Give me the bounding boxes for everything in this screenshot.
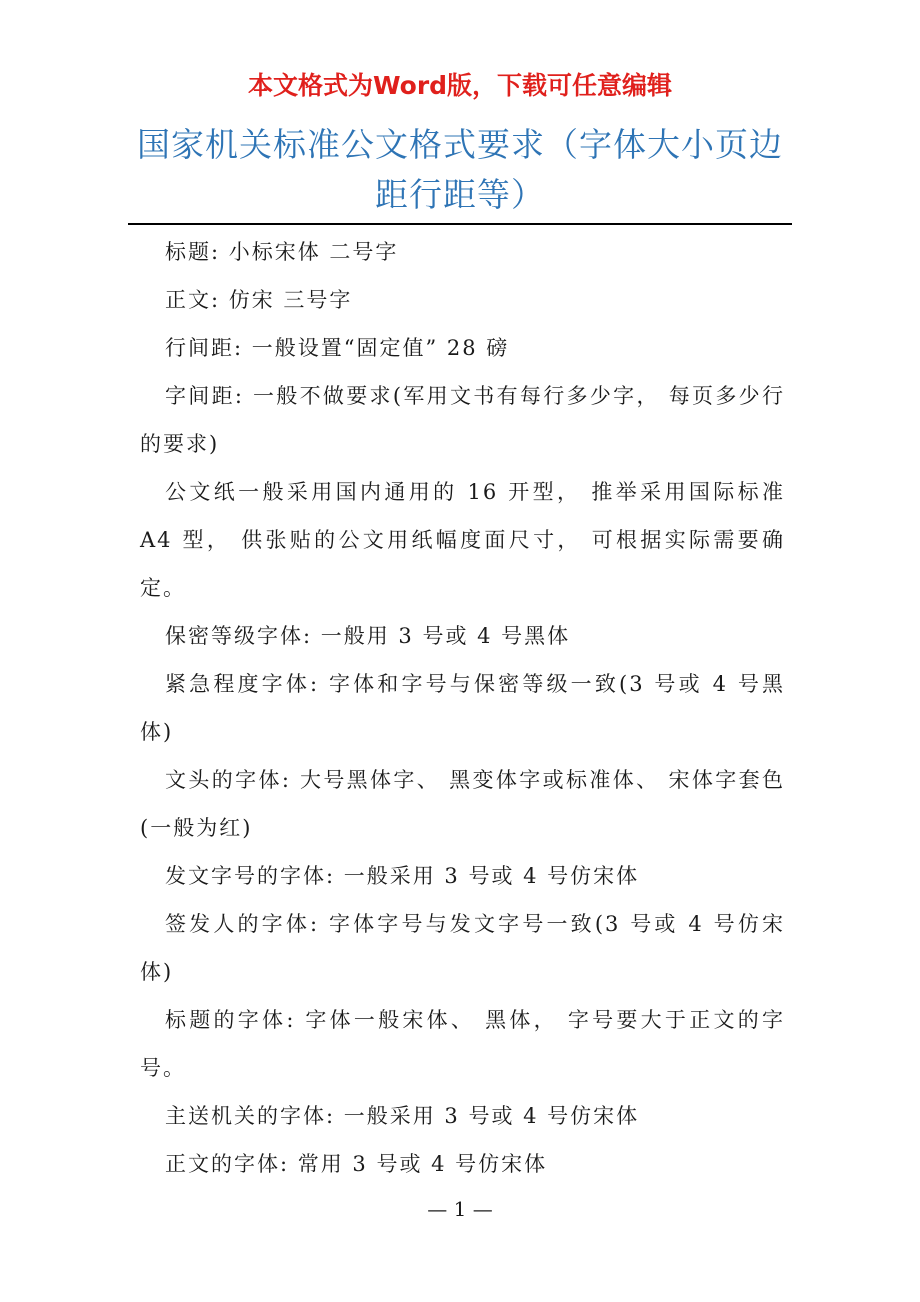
paragraph-doc-number-font: 发文字号的字体: 一般采用 3 号或 4 号仿宋体	[165, 864, 640, 888]
paragraph-signer-font: 签发人的字体: 字体字号与发文字号一致(3 号或 4 号仿宋体)	[140, 912, 785, 984]
paragraph-secrecy-font: 保密等级字体: 一般用 3 号或 4 号黑体	[165, 624, 571, 648]
paragraph-line-spacing: 行间距: 一般设置“固定值” 28 磅	[165, 336, 510, 360]
document-title-line-2: 距行距等）	[375, 175, 545, 214]
document-title-line-1: 国家机关标准公文格式要求（字体大小页边	[137, 125, 783, 164]
paragraph-urgency-font: 紧急程度字体: 字体和字号与保密等级一致(3 号或 4 号黑体)	[140, 672, 785, 744]
paragraph-paper-size: 公文纸一般采用国内通用的 16 开型， 推举采用国际标准 A4 型， 供张贴的公文用纸幅度面尺寸， 可根据实际需要确定。	[140, 480, 785, 600]
download-notice: 本文格式为Word版，下载可任意编辑	[247, 71, 673, 100]
paragraph-recipient-font: 主送机关的字体: 一般采用 3 号或 4 号仿宋体	[165, 1104, 640, 1128]
paragraph-main-text-font: 正文的字体: 常用 3 号或 4 号仿宋体	[165, 1152, 548, 1176]
title-divider	[128, 223, 792, 225]
page-number: — 1 —	[427, 1197, 493, 1221]
paragraph-body-font: 正文: 仿宋 三号字	[165, 288, 353, 312]
paragraph-heading-font: 标题的字体: 字体一般宋体、 黑体， 字号要大于正文的字号。	[140, 1008, 785, 1080]
paragraph-title-font: 标题: 小标宋体 二号字	[165, 240, 399, 264]
document-body	[140, 228, 785, 1188]
paragraph-char-spacing: 字间距: 一般不做要求(军用文书有每行多少字， 每页多少行的要求)	[140, 384, 785, 456]
document-title	[110, 120, 810, 220]
paragraph-header-font: 文头的字体: 大号黑体字、 黑变体字或标准体、 宋体字套色(一般为红)	[140, 768, 785, 840]
